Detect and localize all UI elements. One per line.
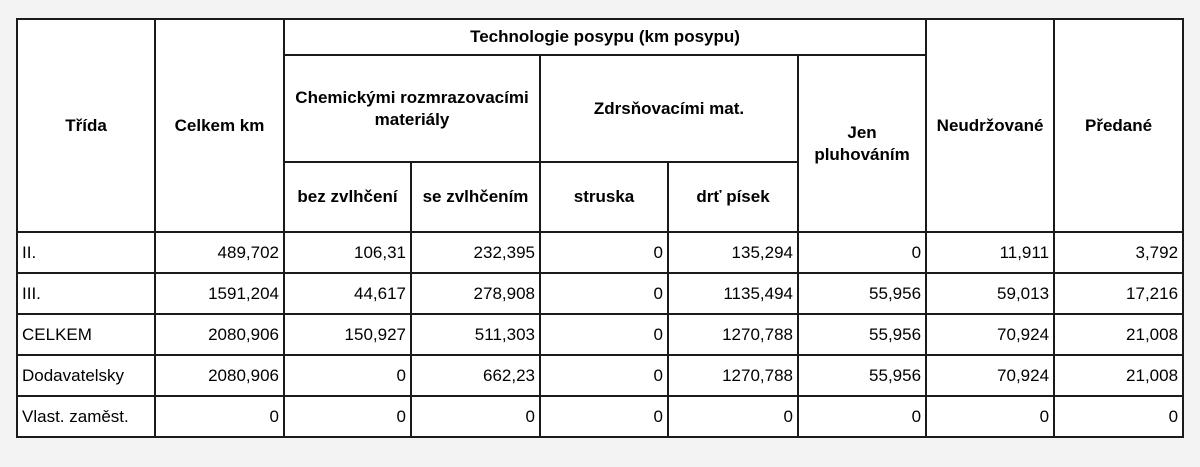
header-technologie-posypu: Technologie posypu (km posypu) xyxy=(284,19,926,55)
table-cell: 0 xyxy=(540,396,668,437)
table-cell: 0 xyxy=(284,355,411,396)
table-cell: 55,956 xyxy=(798,355,926,396)
table-cell: 232,395 xyxy=(411,232,540,273)
header-neudrzovane: Neudržované xyxy=(926,19,1054,232)
header-se-zvlhcenim: se zvlhčením xyxy=(411,162,540,232)
table-cell: 1270,788 xyxy=(668,355,798,396)
table-cell: 70,924 xyxy=(926,355,1054,396)
table-cell: 0 xyxy=(540,355,668,396)
table-cell: 0 xyxy=(668,396,798,437)
table-cell: 2080,906 xyxy=(155,355,284,396)
table-cell: 0 xyxy=(284,396,411,437)
road-maintenance-table xyxy=(16,18,1184,438)
table-cell: 135,294 xyxy=(668,232,798,273)
table-cell: 70,924 xyxy=(926,314,1054,355)
table-cell: 44,617 xyxy=(284,273,411,314)
header-bez-zvlhceni: bez zvlhčení xyxy=(284,162,411,232)
table-cell: 106,31 xyxy=(284,232,411,273)
table-cell: II. xyxy=(17,232,155,273)
table-cell: III. xyxy=(17,273,155,314)
table-cell: 0 xyxy=(540,232,668,273)
header-trida: Třída xyxy=(17,19,155,232)
table-cell: 0 xyxy=(1054,396,1183,437)
table-cell: Dodavatelsky xyxy=(17,355,155,396)
header-drt-pisek: drť písek xyxy=(668,162,798,232)
table-row xyxy=(17,232,1183,273)
table-cell: 0 xyxy=(926,396,1054,437)
table-cell: 2080,906 xyxy=(155,314,284,355)
table-cell: 150,927 xyxy=(284,314,411,355)
table-cell: 11,911 xyxy=(926,232,1054,273)
table-cell: 21,008 xyxy=(1054,314,1183,355)
table-cell: 278,908 xyxy=(411,273,540,314)
table-cell: 1135,494 xyxy=(668,273,798,314)
table-cell: 662,23 xyxy=(411,355,540,396)
table-row xyxy=(17,355,1183,396)
table-cell: 21,008 xyxy=(1054,355,1183,396)
header-struska: struska xyxy=(540,162,668,232)
header-jen-pluhovanim: Jen pluhováním xyxy=(798,55,926,232)
table-cell: 55,956 xyxy=(798,273,926,314)
table-cell: 0 xyxy=(540,273,668,314)
header-chemickymi: Chemickými rozmrazovacími materiály xyxy=(284,55,540,162)
table-row xyxy=(17,396,1183,437)
table-cell: Vlast. zaměst. xyxy=(17,396,155,437)
table-cell: 55,956 xyxy=(798,314,926,355)
table-cell: 0 xyxy=(411,396,540,437)
header-celkem-km: Celkem km xyxy=(155,19,284,232)
table-row xyxy=(17,314,1183,355)
table-cell: 511,303 xyxy=(411,314,540,355)
header-predane: Předané xyxy=(1054,19,1183,232)
table-cell: 17,216 xyxy=(1054,273,1183,314)
table-row xyxy=(17,273,1183,314)
table-cell: 3,792 xyxy=(1054,232,1183,273)
table-cell: 59,013 xyxy=(926,273,1054,314)
table-cell: 489,702 xyxy=(155,232,284,273)
table-cell: 0 xyxy=(540,314,668,355)
table-cell: 1270,788 xyxy=(668,314,798,355)
table-cell: 0 xyxy=(155,396,284,437)
table-cell: 1591,204 xyxy=(155,273,284,314)
table-cell: 0 xyxy=(798,232,926,273)
header-zdrsnovacimi: Zdrsňovacími mat. xyxy=(540,55,798,162)
table-cell: CELKEM xyxy=(17,314,155,355)
table-cell: 0 xyxy=(798,396,926,437)
